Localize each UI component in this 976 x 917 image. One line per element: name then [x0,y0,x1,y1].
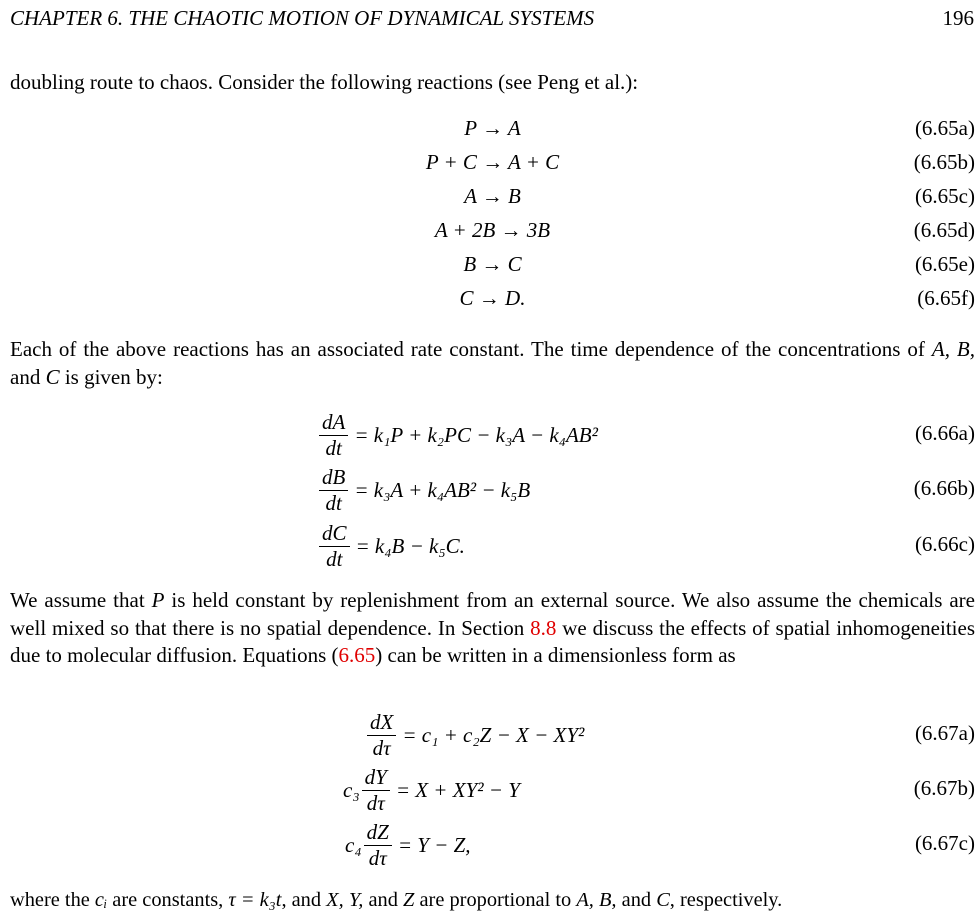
equation-6-67a [10,708,975,762]
coefficient: c₄ [345,832,362,857]
numerator: dC [319,521,350,547]
math: C [656,889,670,911]
equation-6-66a [10,408,975,462]
equation-6-67b [10,763,975,817]
fraction [319,465,348,516]
fraction [362,765,390,816]
text: where the [10,889,95,911]
fraction [367,710,396,761]
numerator: dB [319,465,348,491]
equation-label: (6.67a) [914,721,975,745]
equation-6-65a [10,116,975,146]
fraction [364,820,392,871]
equation-6-66b [10,463,975,517]
section-link[interactable]: 8.8 [530,615,557,640]
equation-rhs: = X + XY² − Y [395,777,520,802]
paragraph-definitions [10,887,975,915]
equation-label: (6.65f) [917,286,975,310]
denominator: dt [326,546,343,571]
numerator: dA [319,410,348,436]
equation-rhs: = k₄B − k₅C. [355,533,465,558]
equation-6-66c [10,519,975,573]
math: X, Y, [326,889,364,911]
numerator: dY [362,765,390,791]
equation-rhs: = k₃A + k₄AB² − k₅B [354,477,531,502]
equation-6-65d [10,218,975,248]
text: Each of the above reactions has an associated rate constant. The time dependence of the concentrations of [10,337,932,361]
text: we discuss the effects of spatial inhomogeneities due to molecular diffusion. Equations ( [10,615,975,667]
equation-6-65f [10,286,975,316]
equation-body: B → C [463,252,522,276]
equation-rhs: = c₁ + c₂Z − X − XY² [402,722,585,747]
equation-body: A → B [464,184,521,208]
text: are constants, [107,889,229,911]
paragraph-intro: doubling route to chaos. Consider the following reactions (see Peng et al.): [10,70,639,94]
denominator: dτ [366,790,385,815]
math: Z [403,889,415,911]
paragraph-assumptions [10,587,975,670]
numerator: dX [367,710,396,736]
equation-body: P → A [464,116,521,140]
equation-label: (6.65c) [914,184,975,208]
equation-label: (6.67c) [914,831,975,855]
equation-label: (6.65a) [914,116,975,140]
equation-label: (6.66a) [914,421,975,445]
fraction [319,521,350,572]
page-number: 196 [942,6,974,30]
math: C [45,364,60,389]
math: τ = k₃t [228,889,282,911]
equation-label: (6.65d) [913,218,975,242]
equation-label: (6.65b) [913,150,975,174]
equation-label: (6.67b) [913,776,975,800]
denominator: dτ [372,735,391,760]
equation-6-65b [10,150,975,180]
fraction [319,410,348,461]
coefficient: c₃ [343,777,360,802]
denominator: dt [325,490,342,515]
text: , and [281,889,327,911]
text: and [363,889,404,911]
denominator: dt [325,435,342,460]
text: , respectively. [669,889,783,911]
text: ) can be written in a dimensionless form as [375,643,736,667]
math: P [151,588,165,612]
equation-body: A + 2B → 3B [434,218,551,242]
text: is given by: [59,364,163,389]
text: We assume that [10,588,152,612]
equation-6-65c [10,184,975,214]
denominator: dτ [368,845,387,870]
text: and [616,889,657,911]
paragraph-rate-constants [10,336,975,391]
equation-label: (6.65e) [914,252,975,276]
text: is held constant by replenishment from an external source. We also assume the chemicals are well mixed so that there is no spatial dependence. In Section [10,588,975,640]
text: are proportional to [414,889,577,911]
running-header [10,6,974,31]
equation-6-65e [10,252,975,282]
equation-body: P + C → A + C [425,150,560,174]
equation-label: (6.66b) [913,476,975,500]
math: A, B, [931,337,976,361]
text: and [10,364,46,389]
numerator: dZ [364,820,392,846]
equation-label: (6.66c) [914,532,975,556]
equation-6-67c [10,818,975,872]
equation-body: C → D. [459,286,526,310]
math: A, B, [576,889,617,911]
equation-rhs: = Y − Z, [397,832,471,857]
math: cᵢ [94,889,108,911]
chapter-title: CHAPTER 6. THE CHAOTIC MOTION OF DYNAMICAL SYSTEMS [10,6,595,30]
equation-link[interactable]: 6.65 [338,643,376,667]
equation-rhs: = k₁P + k₂PC − k₃A − k₄AB² [354,422,598,447]
